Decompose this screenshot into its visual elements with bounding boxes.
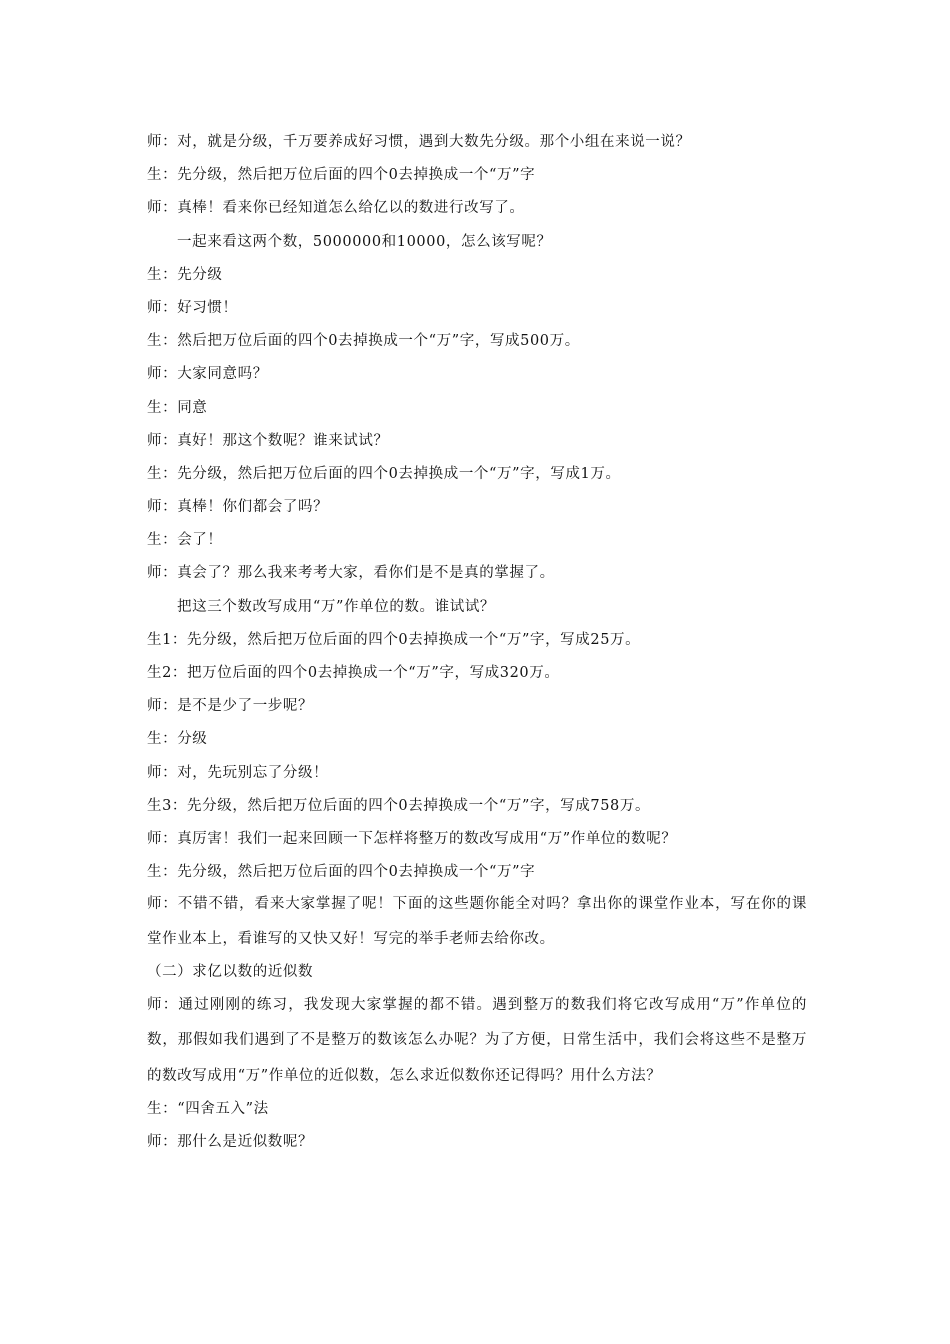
dialogue-line: 师：是不是少了一步呢？ (147, 698, 314, 715)
document-body (147, 126, 807, 1159)
dialogue-paragraph: 师：不错不错，看来大家掌握了呢！下面的这些题你能全对吗？拿出你的课堂作业本，写在你的课堂作业本上，看谁写的又快又好！写完的举手老师去给你改。 (147, 896, 807, 948)
dialogue-line: 生：先分级，然后把万位后面的四个0去掉换成一个“万”字 (147, 167, 536, 184)
dialogue-line-indented: 一起来看这两个数，5000000和10000，怎么该写呢？ (177, 233, 552, 250)
dialogue-line: 生：会了！ (147, 532, 223, 549)
dialogue-line: 生：然后把万位后面的四个0去掉换成一个“万”字，写成500万。 (147, 333, 580, 350)
dialogue-line: 师：真好！那这个数呢？谁来试试？ (147, 432, 389, 449)
dialogue-line: 师：真会了？那么我来考考大家，看你们是不是真的掌握了。 (147, 565, 555, 582)
dialogue-line: 师：对，就是分级，千万要养成好习惯，遇到大数先分级。那个小组在来说一说？ (147, 134, 691, 150)
section-heading: （二）求亿以数的近似数 (147, 964, 314, 981)
dialogue-line: 师：那什么是近似数呢？ (147, 1134, 314, 1151)
dialogue-line: 生：先分级，然后把万位后面的四个0去掉换成一个“万”字，写成1万。 (147, 465, 621, 482)
dialogue-line: 生1：先分级，然后把万位后面的四个0去掉换成一个“万”字，写成25万。 (147, 631, 641, 648)
dialogue-line: 生：先分级 (147, 266, 223, 283)
dialogue-line: 生3：先分级，然后把万位后面的四个0去掉换成一个“万”字，写成758万。 (147, 797, 651, 814)
dialogue-line: 师：好习惯！ (147, 299, 238, 316)
dialogue-line-indented: 把这三个数改写成用“万”作单位的数。谁试试？ (177, 598, 496, 615)
dialogue-line: 师：真棒！看来你已经知道怎么给亿以的数进行改写了。 (147, 200, 525, 217)
dialogue-line: 生：分级 (147, 731, 208, 748)
dialogue-line: 生：先分级，然后把万位后面的四个0去掉换成一个“万”字 (147, 864, 536, 881)
dialogue-line: 师：大家同意吗？ (147, 366, 268, 383)
dialogue-line: 生：“四舍五入”法 (147, 1101, 269, 1117)
dialogue-line: 师：对，先玩别忘了分级！ (147, 764, 329, 781)
dialogue-line: 生2：把万位后面的四个0去掉换成一个“万”字，写成320万。 (147, 665, 560, 681)
dialogue-paragraph: 师：通过刚刚的练习，我发现大家掌握的都不错。遇到整万的数我们将它改写成用“万”作单位的数，那假如我们遇到了不是整万的数该怎么办呢？为了方便，日常生活中，我们会将这些不是整万的数改写成用“万”作单位的近似数，怎么求近似数你还记得吗？用什么方法？ (147, 996, 807, 1084)
dialogue-line: 师：真厉害！我们一起来回顾一下怎样将整万的数改写成用“万”作单位的数呢？ (147, 830, 677, 847)
dialogue-line: 师：真棒！你们都会了吗？ (147, 499, 329, 516)
dialogue-line: 生：同意 (147, 399, 208, 416)
